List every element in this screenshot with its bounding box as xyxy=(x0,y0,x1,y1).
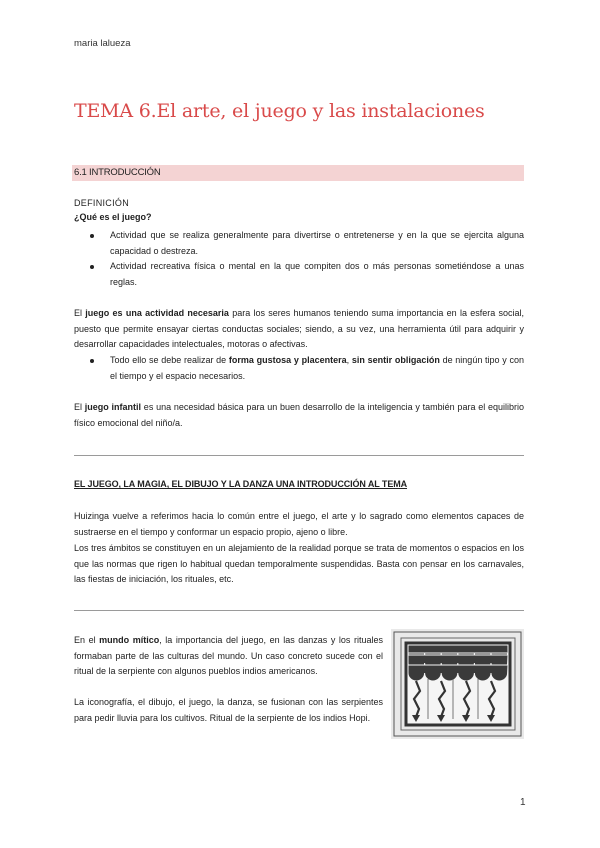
paragraph-huizinga: Huizinga vuelve a referimos hacia lo común entre el juego, el arte y lo sagrado como elementos capaces de sustraerse en el tiempo y conformar un espacio propio, ajeno o libre. xyxy=(74,511,524,537)
text-run: El xyxy=(74,308,86,318)
section-heading: 6.1 INTRODUCCIÓN xyxy=(74,167,161,178)
list-item: Actividad que se realiza generalmente para divertirse o entretenerse y en la que se ejercita alguna capacidad o destreza. xyxy=(88,228,524,259)
bold-run: mundo mítico xyxy=(99,635,160,645)
list-item: Actividad recreativa física o mental en la que compiten dos o más personas sometiéndose a unas reglas. xyxy=(88,259,524,290)
bold-run: forma gustosa y placentera xyxy=(228,355,347,365)
page-title: TEMA 6.El arte, el juego y las instalaciones xyxy=(74,100,485,122)
text-run: En el xyxy=(74,635,100,645)
subsection-heading: EL JUEGO, LA MAGIA, EL DIBUJO Y LA DANZA UNA INTRODUCCIÓN AL TEMA xyxy=(74,479,408,489)
paragraph-juego-infantil xyxy=(74,400,524,431)
hopi-serpent-ritual-image xyxy=(391,629,524,739)
serpent-rain-illustration xyxy=(391,629,524,739)
bold-run: juego es una actividad necesaria xyxy=(85,308,229,318)
text-run: , la importancia del juego, en las danzas y los rituales formaban parte de las culturas del mundo. Un caso concreto sucede con el ritual de la serpiente con algunos pueblos indios americanos. xyxy=(74,635,384,676)
text-run: Todo ello se debe realizar de xyxy=(110,355,229,365)
text-run: es una necesidad básica para un buen desarrollo de la inteligencia y también para el equilibrio físico emocional del niño/a. xyxy=(74,402,525,428)
definition-list xyxy=(88,228,524,290)
bold-run: juego infantil xyxy=(84,402,142,412)
section-heading-bar xyxy=(72,165,524,181)
page-number: 1 xyxy=(520,797,526,808)
paragraph-juego-necesario xyxy=(74,306,524,353)
text-run: El xyxy=(74,402,85,412)
text-run: , xyxy=(346,355,352,365)
bold-run: sin sentir obligación xyxy=(351,355,440,365)
definition-question: ¿Qué es el juego? xyxy=(74,212,152,222)
text-run: para los seres humanos teniendo suma importancia en la esfera social, puesto que permite ensayar ciertas conductas sociales; siendo, a su vez, una herramienta útil para adquirir y desarrollar capacidades intelectuales, motoras o afectivas. xyxy=(74,308,525,349)
document-author: maria lalueza xyxy=(74,38,131,49)
divider xyxy=(74,610,524,611)
divider xyxy=(74,455,524,456)
text-run: de ningún tipo y con el tiempo y el espacio necesarios. xyxy=(110,355,525,381)
list-item xyxy=(88,353,524,384)
definition-label: DEFINICIÓN xyxy=(74,198,130,208)
paragraph-mundo-mitico xyxy=(74,633,383,680)
condition-list xyxy=(88,353,524,384)
paragraph-iconografia: La iconografía, el dibujo, el juego, la danza, se fusionan con las serpientes para pedir lluvia para los cultivos. Ritual de la serpiente de los indios Hopi. xyxy=(74,697,383,723)
paragraph-ambitos: Los tres ámbitos se constituyen en un alejamiento de la realidad porque se trata de momentos o espacios en los que las normas que rigen lo habitual quedan temporalmente suspendidas. Basta con pensar en los carnavales, las fiestas de iniciación, los rituales, etc. xyxy=(74,543,524,584)
